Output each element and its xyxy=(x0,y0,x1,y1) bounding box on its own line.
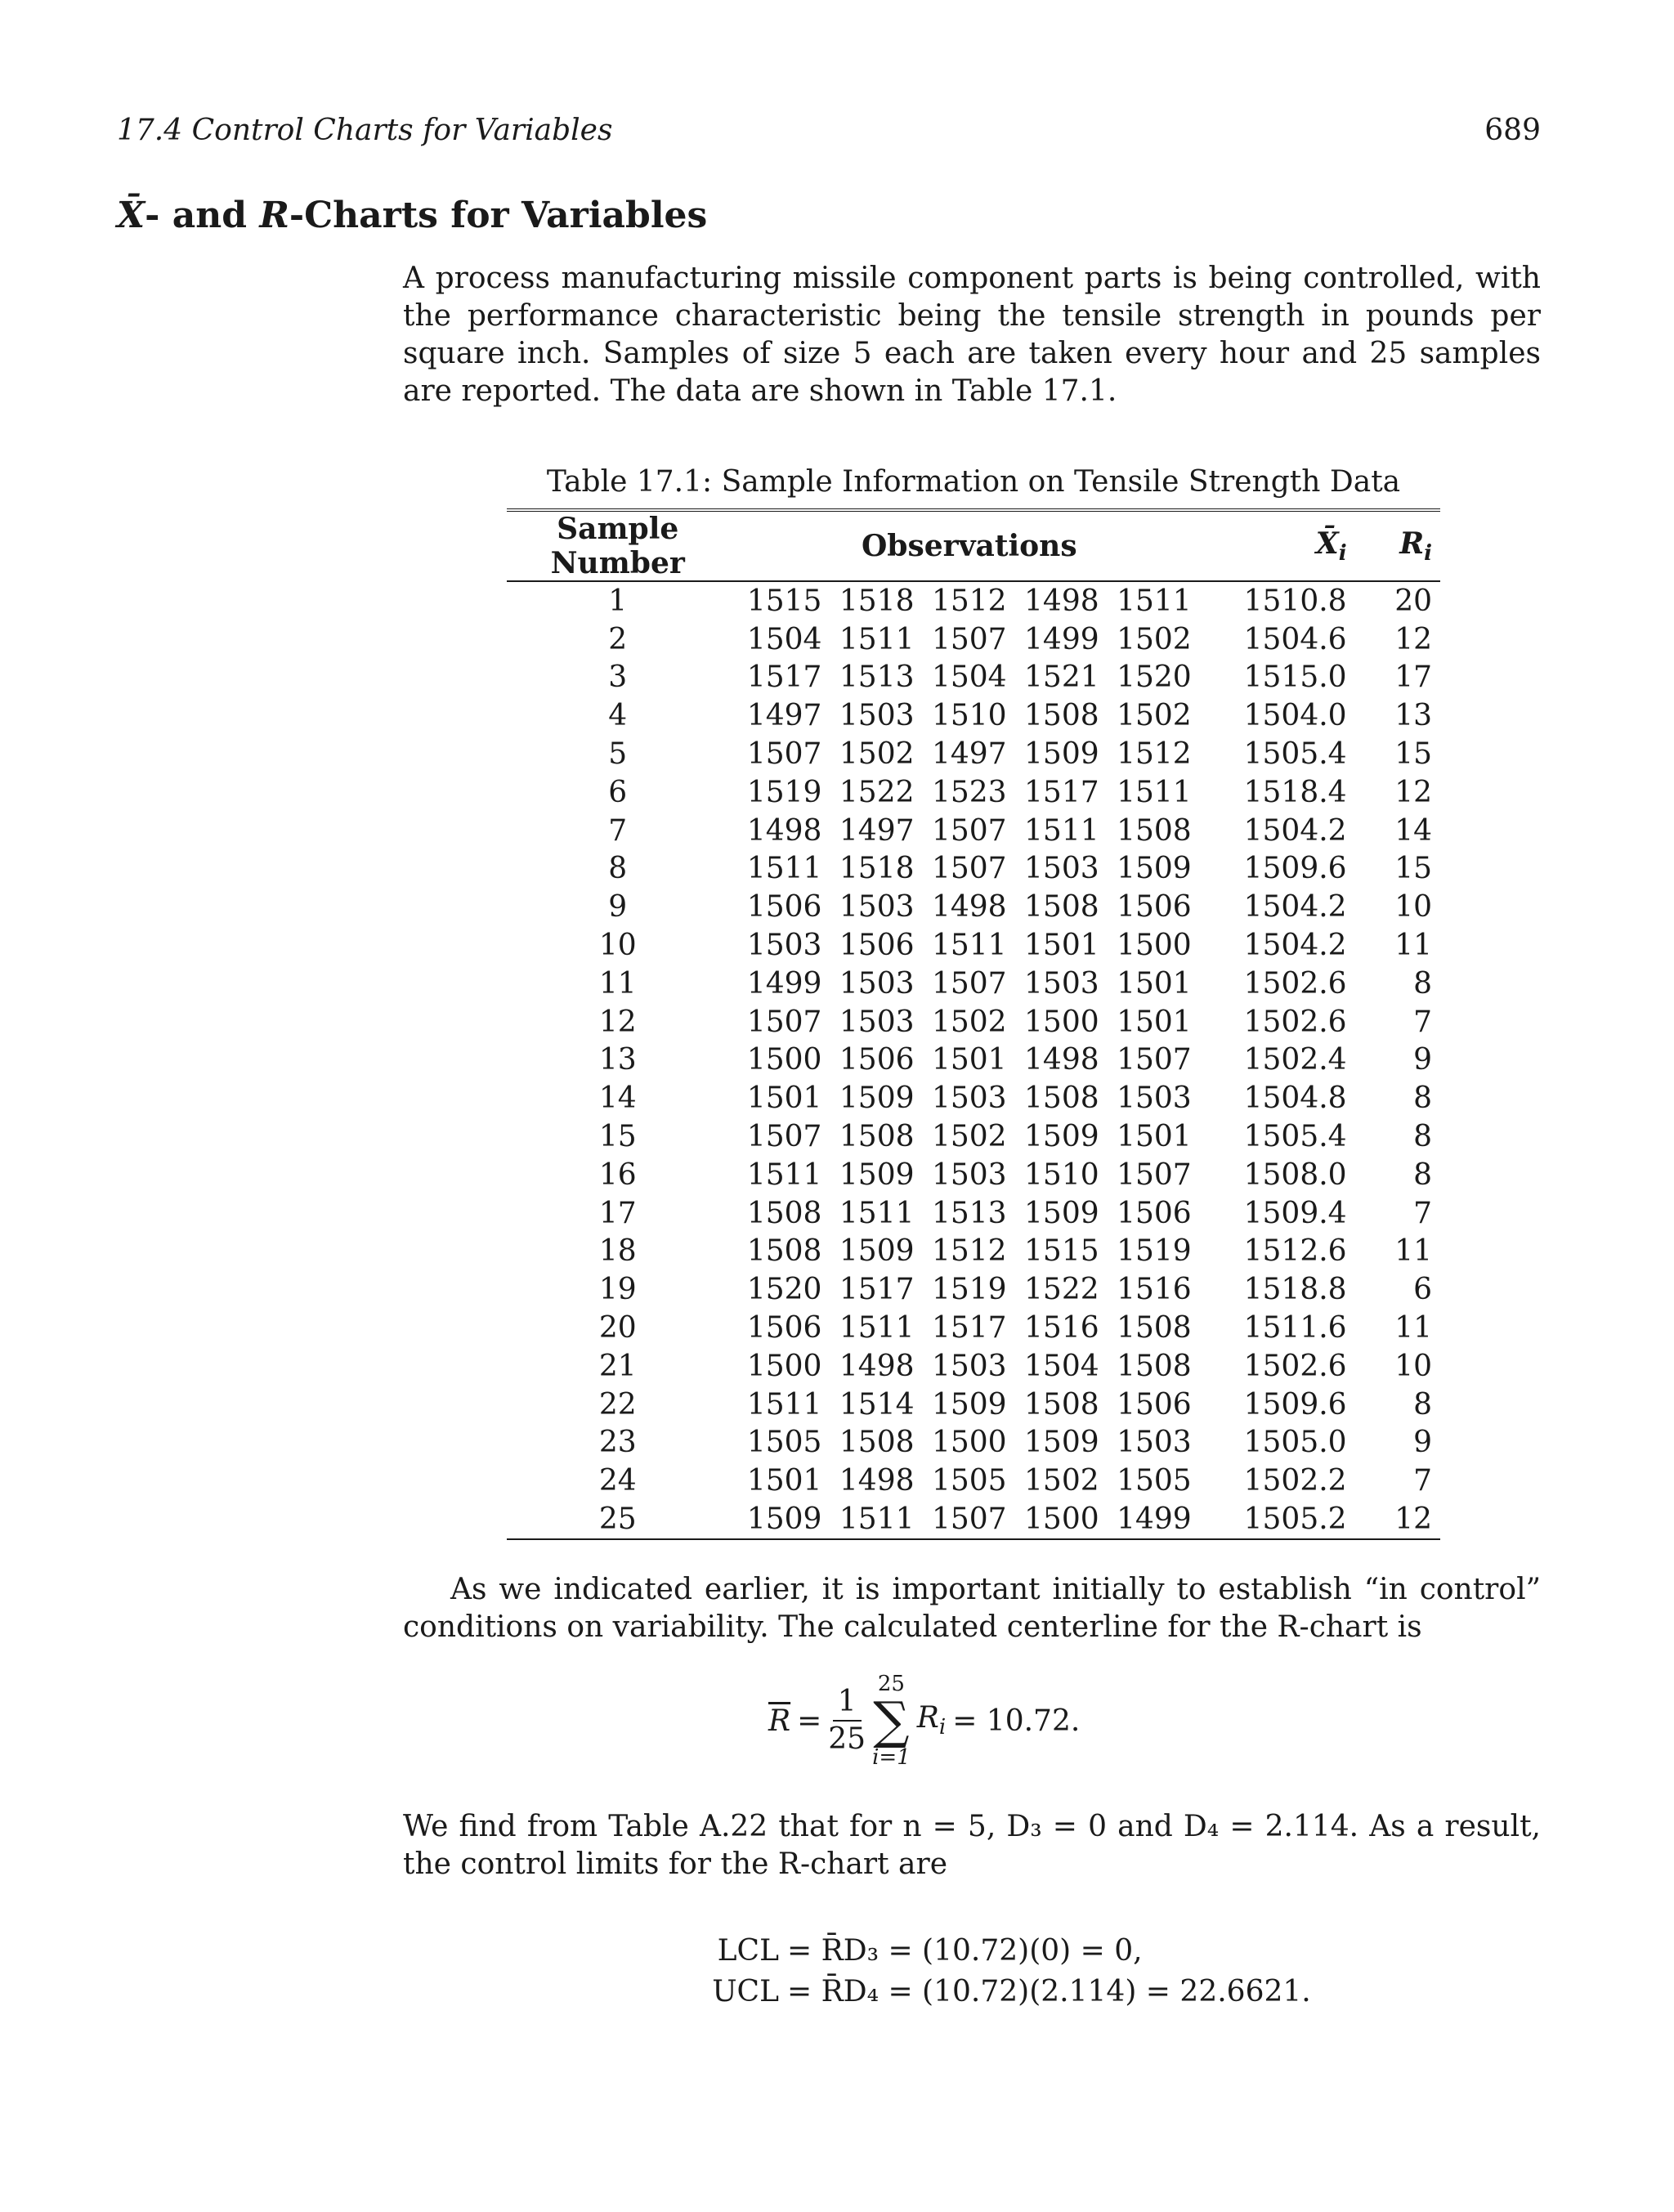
observations-cell: 1509 1511 1507 1500 1499 xyxy=(746,1502,1192,1537)
sample-number-cell: 19 xyxy=(598,1273,637,1307)
section-title-middle: - and xyxy=(145,195,260,236)
sample-number-cell: 24 xyxy=(598,1464,637,1498)
intro-paragraph: A process manufacturing missile component parts is being controlled, with the performance characteristic being the tensile strength in pounds per square inch. Samples of size 5 each are taken every hour and 25 samples are reported. The data are shown in Table 17.1. xyxy=(403,262,1541,408)
table-row xyxy=(507,1003,1440,1041)
table-header-row xyxy=(507,510,1440,581)
col-range-symbol: R xyxy=(1399,526,1425,561)
section-title-r: R xyxy=(259,195,289,236)
control-limits xyxy=(689,1931,1311,2013)
xbar-cell: 1504.2 xyxy=(1243,890,1347,925)
range-cell: 13 xyxy=(1394,699,1432,733)
observations-cell: 1500 1498 1503 1504 1508 xyxy=(746,1349,1192,1383)
xbar-cell: 1511.6 xyxy=(1243,1311,1347,1346)
sample-number-cell: 22 xyxy=(598,1387,637,1422)
table-row xyxy=(507,965,1440,1003)
xbar-cell: 1509.4 xyxy=(1243,1196,1347,1230)
lcl-expression: = R̄D₃ = (10.72)(0) = 0, xyxy=(787,1934,1143,1968)
sum-term xyxy=(917,1701,946,1740)
section-title-suffix: -Charts for Variables xyxy=(289,195,708,236)
observations-cell: 1511 1514 1509 1508 1506 xyxy=(746,1387,1192,1422)
xbar-cell: 1512.6 xyxy=(1243,1234,1347,1269)
observations-cell: 1519 1522 1523 1517 1511 xyxy=(746,775,1192,809)
observations-cell: 1507 1502 1497 1509 1512 xyxy=(746,737,1192,772)
sample-number-cell: 15 xyxy=(598,1120,637,1154)
observations-cell: 1507 1503 1502 1500 1501 xyxy=(746,1005,1192,1039)
observations-cell: 1506 1511 1517 1516 1508 xyxy=(746,1311,1192,1346)
table-row xyxy=(507,850,1440,889)
observations-cell: 1511 1509 1503 1510 1507 xyxy=(746,1157,1192,1192)
centerline-paragraph: As we indicated earlier, it is important initially to establish “in control” conditions on variability. The calculated centerline for the R-chart is xyxy=(403,1573,1541,1644)
table-row xyxy=(507,812,1440,850)
range-cell: 15 xyxy=(1394,737,1432,772)
sum-lower-limit: i=1 xyxy=(872,1745,911,1770)
xbar-cell: 1504.2 xyxy=(1243,813,1347,848)
col-xbar xyxy=(1210,510,1354,581)
sample-number-cell: 3 xyxy=(608,660,628,695)
table-row xyxy=(507,1270,1440,1309)
fraction-numerator: 1 xyxy=(833,1684,862,1722)
sample-number-cell: 2 xyxy=(608,622,628,656)
observations-cell: 1508 1511 1513 1509 1506 xyxy=(746,1196,1192,1230)
col-sample-number: Sample Number xyxy=(550,512,685,580)
table-row xyxy=(507,1309,1440,1347)
table-row xyxy=(507,1233,1440,1271)
lcl-label: LCL xyxy=(717,1934,779,1968)
sigma-symbol: ∑ xyxy=(873,1690,910,1750)
sample-number-cell: 8 xyxy=(608,852,628,886)
sample-number-cell: 18 xyxy=(598,1234,637,1269)
range-cell: 20 xyxy=(1394,584,1432,618)
range-cell: 12 xyxy=(1394,622,1432,656)
xbar-cell: 1508.0 xyxy=(1243,1157,1347,1192)
observations-cell: 1505 1508 1500 1509 1503 xyxy=(746,1426,1192,1460)
table-row xyxy=(507,620,1440,659)
xbar-cell: 1509.6 xyxy=(1243,852,1347,886)
observations-cell: 1515 1518 1512 1498 1511 xyxy=(746,584,1192,618)
rbar-equation xyxy=(768,1668,1080,1774)
range-cell: 9 xyxy=(1413,1043,1432,1077)
range-cell: 11 xyxy=(1394,1234,1432,1269)
sample-number-cell: 20 xyxy=(598,1311,637,1346)
xbar-cell: 1515.0 xyxy=(1243,660,1347,695)
observations-cell: 1498 1497 1507 1511 1508 xyxy=(746,813,1192,848)
xbar-cell: 1504.0 xyxy=(1243,699,1347,733)
range-cell: 9 xyxy=(1413,1426,1432,1460)
sample-number-cell: 6 xyxy=(608,775,628,809)
range-cell: 10 xyxy=(1394,1349,1432,1383)
table-row xyxy=(507,1424,1440,1462)
observations-cell: 1501 1498 1505 1502 1505 xyxy=(746,1464,1192,1498)
sample-number-cell: 5 xyxy=(608,737,628,772)
table-row xyxy=(507,581,1440,620)
range-cell: 8 xyxy=(1413,1387,1432,1422)
fraction xyxy=(828,1684,866,1758)
tensile-strength-table xyxy=(507,508,1440,1540)
xbar-cell: 1505.0 xyxy=(1243,1426,1347,1460)
xbar-cell: 1502.6 xyxy=(1243,1005,1347,1039)
rbar-symbol: $\overline{R}$ xyxy=(768,1704,791,1738)
range-cell: 11 xyxy=(1394,1311,1432,1346)
sample-number-cell: 1 xyxy=(608,584,628,618)
range-cell: 7 xyxy=(1413,1196,1432,1230)
range-cell: 11 xyxy=(1394,929,1432,963)
table-row xyxy=(507,1347,1440,1386)
table-row xyxy=(507,888,1440,926)
observations-cell: 1504 1511 1507 1499 1502 xyxy=(746,622,1192,656)
observations-cell: 1520 1517 1519 1522 1516 xyxy=(746,1273,1192,1307)
sample-number-cell: 17 xyxy=(598,1196,637,1230)
xbar-cell: 1510.8 xyxy=(1243,584,1347,618)
table-row xyxy=(507,696,1440,735)
range-cell: 12 xyxy=(1394,775,1432,809)
sample-number-cell: 23 xyxy=(598,1426,637,1460)
table-row xyxy=(507,1156,1440,1194)
sample-number-cell: 12 xyxy=(598,1005,637,1039)
sum-upper-limit: 25 xyxy=(877,1672,905,1696)
range-cell: 12 xyxy=(1394,1502,1432,1537)
range-cell: 7 xyxy=(1413,1464,1432,1498)
col-range-sub: i xyxy=(1424,541,1432,566)
table-row xyxy=(507,926,1440,965)
observations-cell: 1511 1518 1507 1503 1509 xyxy=(746,852,1192,886)
sample-number-cell: 16 xyxy=(598,1157,637,1192)
range-cell: 7 xyxy=(1413,1005,1432,1039)
section-header: 17.4 Control Charts for Variables xyxy=(117,114,613,147)
sample-number-cell: 10 xyxy=(598,929,637,963)
table-row xyxy=(507,1386,1440,1424)
observations-cell: 1497 1503 1510 1508 1502 xyxy=(746,699,1192,733)
sample-number-cell: 11 xyxy=(598,966,637,1001)
xbar-cell: 1518.8 xyxy=(1243,1273,1347,1307)
limits-paragraph: We find from Table A.22 that for n = 5, D₃ = 0 and D₄ = 2.114. As a result, the control limits for the R-chart are xyxy=(403,1810,1541,1881)
sample-number-cell: 7 xyxy=(608,813,628,848)
col-xbar-symbol: X̄ xyxy=(1315,526,1339,561)
xbar-cell: 1504.2 xyxy=(1243,929,1347,963)
xbar-cell: 1505.4 xyxy=(1243,737,1347,772)
table-row xyxy=(507,1041,1440,1080)
equals-sign: = xyxy=(797,1704,822,1738)
range-cell: 8 xyxy=(1413,1081,1432,1116)
ucl-line xyxy=(689,1972,1311,2013)
table-row xyxy=(507,735,1440,773)
sample-number-cell: 21 xyxy=(598,1349,637,1383)
sample-number-cell: 25 xyxy=(598,1502,637,1537)
lcl-line xyxy=(689,1931,1311,1972)
fraction-denominator: 25 xyxy=(828,1722,866,1756)
observations-cell: 1517 1513 1504 1521 1520 xyxy=(746,660,1192,695)
running-header xyxy=(117,113,1541,149)
ucl-label: UCL xyxy=(712,1975,779,2008)
range-cell: 8 xyxy=(1413,966,1432,1001)
table-row xyxy=(507,659,1440,697)
table-caption: Table 17.1: Sample Information on Tensile Strength Data xyxy=(546,465,1401,499)
observations-cell: 1508 1509 1512 1515 1519 xyxy=(746,1234,1192,1269)
table-row xyxy=(507,1500,1440,1539)
col-range xyxy=(1355,510,1440,581)
sample-number-cell: 4 xyxy=(608,699,628,733)
xbar-cell: 1502.6 xyxy=(1243,966,1347,1001)
xbar-cell: 1505.4 xyxy=(1243,1120,1347,1154)
sum-term-symbol: R xyxy=(916,1701,939,1735)
range-cell: 6 xyxy=(1413,1273,1432,1307)
observations-cell: 1506 1503 1498 1508 1506 xyxy=(746,890,1192,925)
page-number: 689 xyxy=(1484,114,1541,147)
xbar-cell: 1509.6 xyxy=(1243,1387,1347,1422)
range-cell: 17 xyxy=(1394,660,1432,695)
observations-cell: 1503 1506 1511 1501 1500 xyxy=(746,929,1192,963)
observations-cell: 1507 1508 1502 1509 1501 xyxy=(746,1120,1192,1154)
range-cell: 10 xyxy=(1394,890,1432,925)
range-cell: 8 xyxy=(1413,1157,1432,1192)
section-title xyxy=(117,193,707,239)
table-row xyxy=(507,1079,1440,1117)
observations-cell: 1501 1509 1503 1508 1503 xyxy=(746,1081,1192,1116)
range-cell: 8 xyxy=(1413,1120,1432,1154)
xbar-cell: 1518.4 xyxy=(1243,775,1347,809)
summation xyxy=(872,1672,911,1770)
sample-number-cell: 9 xyxy=(608,890,628,925)
section-title-xbar: X̄ xyxy=(117,195,145,236)
xbar-cell: 1502.6 xyxy=(1243,1349,1347,1383)
col-xbar-sub: i xyxy=(1338,541,1347,566)
table-row xyxy=(507,1117,1440,1156)
range-cell: 15 xyxy=(1394,852,1432,886)
xbar-cell: 1505.2 xyxy=(1243,1502,1347,1537)
sum-term-sub: i xyxy=(938,1715,947,1740)
table-row xyxy=(507,773,1440,812)
xbar-cell: 1504.8 xyxy=(1243,1081,1347,1116)
xbar-cell: 1502.4 xyxy=(1243,1043,1347,1077)
table-row xyxy=(507,1462,1440,1500)
range-cell: 14 xyxy=(1394,813,1432,848)
xbar-cell: 1504.6 xyxy=(1243,622,1347,656)
xbar-cell: 1502.2 xyxy=(1243,1464,1347,1498)
observations-cell: 1500 1506 1501 1498 1507 xyxy=(746,1043,1192,1077)
sample-number-cell: 13 xyxy=(598,1043,637,1077)
ucl-expression: = R̄D₄ = (10.72)(2.114) = 22.6621. xyxy=(787,1975,1311,2008)
col-observations: Observations xyxy=(861,529,1077,563)
sample-number-cell: 14 xyxy=(598,1081,637,1116)
table-row xyxy=(507,1194,1440,1233)
table-body xyxy=(507,581,1440,1539)
observations-cell: 1499 1503 1507 1503 1501 xyxy=(746,966,1192,1001)
rbar-result: = 10.72. xyxy=(952,1704,1081,1738)
